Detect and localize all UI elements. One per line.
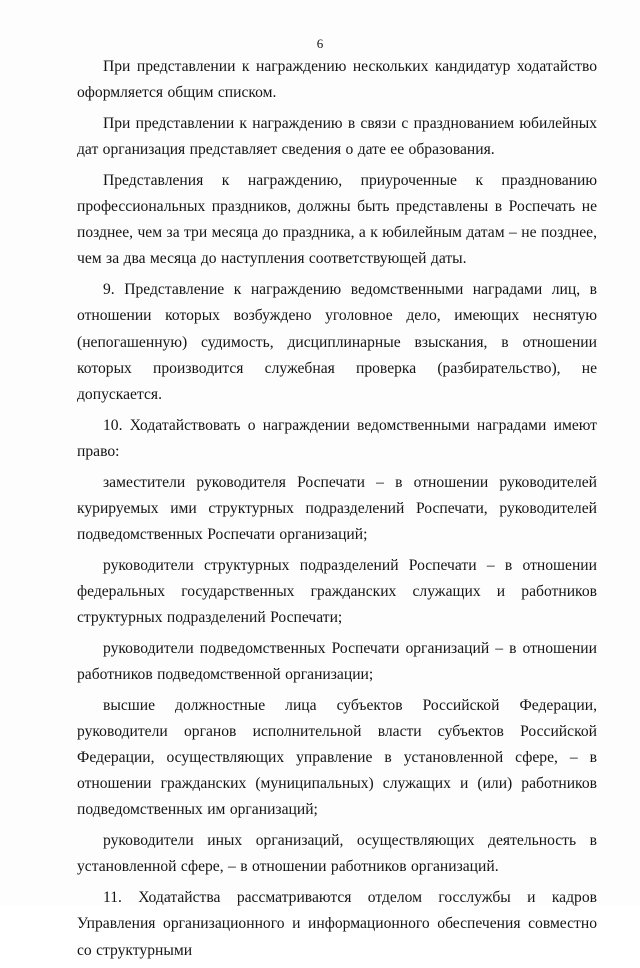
- paragraph-deputy-heads: заместители руководителя Роспечати – в отношении руководителей курируемых ими структурных подразделений Роспечати, руководителей подведомственных Роспечати организаций;: [77, 473, 597, 543]
- page-number: 6: [316, 36, 324, 51]
- paragraph-list-submission: При представлении к награждению нескольких кандидатур ходатайство оформляется общим списком.: [77, 58, 597, 102]
- paragraph-other-organizations: руководители иных организаций, осуществляющих деятельность в установленной сфере, – в отношении работников организаций.: [77, 832, 597, 876]
- paragraph-item-9: 9. Представление к награждению ведомственными наградами лиц, в отношении которых возбуждено уголовное дело, имеющих неснятую (непогашенную) судимость, дисциплинарные взыскания, в отношении которых производится служебная проверка (разбирательство), не допускается.: [77, 281, 597, 403]
- paragraph-regional-officials: высшие должностные лица субъектов Российской Федерации, руководители органов исполнительной власти субъектов Российской Федерации, осуществляющих управление в установленной сфере, – в отношении гражданских (муниципальных) служащих и (или) работников подведомственных им организаций;: [77, 696, 597, 819]
- paragraph-division-heads: руководители структурных подразделений Роспечати – в отношении федеральных государственных гражданских служащих и работников структурных подразделений Роспечати;: [77, 556, 597, 627]
- paragraph-item-11: 11. Ходатайства рассматриваются отделом госслужбы и кадров Управления организационного и информационного обеспечения совместно со структурными: [77, 889, 597, 959]
- paragraph-anniversary-info: При представлении к награждению в связи с празднованием юбилейных дат организация представляет сведения о дате ее образования.: [77, 114, 597, 159]
- paragraph-deadlines: Представления к награждению, приуроченные к празднованию профессиональных праздников, должны быть представлены в Роспечать не позднее, чем за три месяца до праздника, а к юбилейным датам – не позднее, чем за два месяца до наступления соответствующей даты.: [77, 171, 597, 268]
- paragraph-item-10: 10. Ходатайствовать о награждении ведомственными наградами имеют право:: [77, 416, 597, 460]
- paragraph-organization-heads: руководители подведомственных Роспечати организаций – в отношении работников подведомственной организации;: [77, 639, 597, 683]
- document-body: [77, 54, 597, 968]
